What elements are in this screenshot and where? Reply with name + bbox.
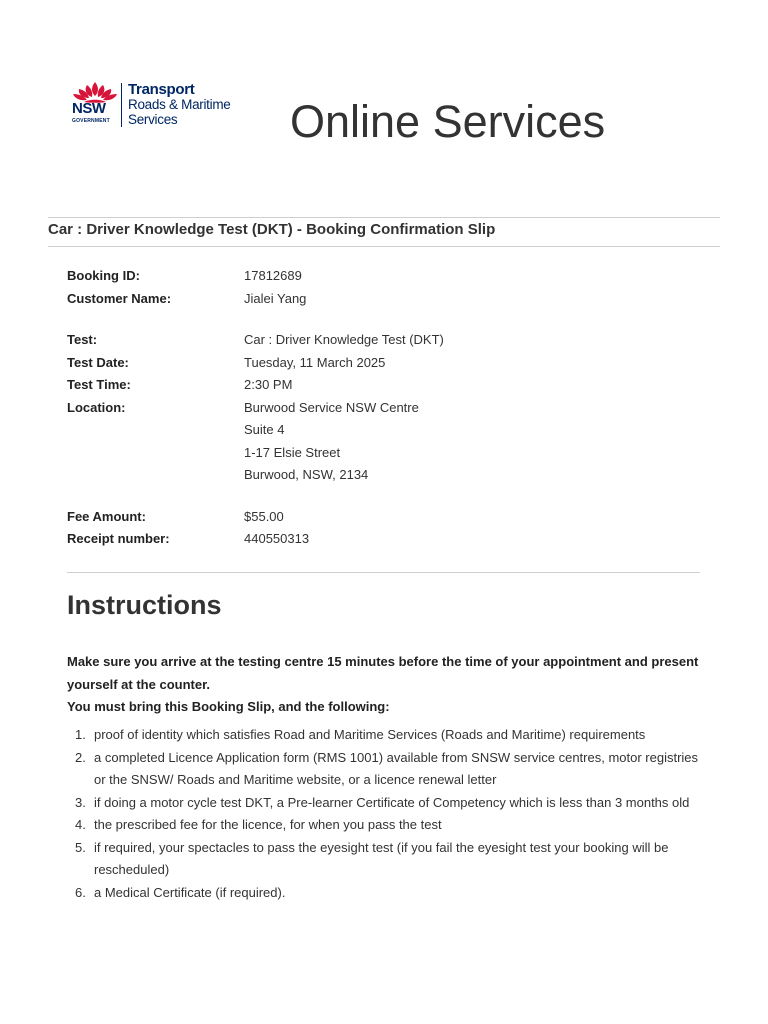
location-line: Burwood Service NSW Centre [244, 399, 419, 415]
test-time-row [67, 374, 707, 397]
test-label: Test: [67, 332, 98, 347]
test-date-row [67, 352, 707, 375]
list-number: 2. [75, 749, 86, 765]
booking-id-row [67, 265, 707, 288]
location-row [67, 419, 707, 442]
location-line: 1-17 Elsie Street [244, 444, 341, 460]
list-item-text: the prescribed fee for the licence, for when you pass the test [94, 817, 442, 832]
booking-id-label: Booking ID: [67, 268, 140, 283]
test-date-value: Tuesday, 11 March 2025 [244, 354, 386, 370]
location-row [67, 464, 707, 487]
spacer [67, 487, 707, 506]
list-item-text: proof of identity which satisfies Road and Maritime Services (Roads and Maritime) requirements [94, 727, 646, 742]
receipt-number-value: 440550313 [244, 531, 310, 546]
test-time-value: 2:30 PM [244, 377, 293, 392]
list-number: 6. [75, 884, 86, 900]
list-number: 1. [75, 727, 86, 742]
customer-name-row [67, 288, 707, 311]
nsw-transport-logo[interactable] [70, 80, 250, 130]
logo-line-roads-maritime: Roads & Maritime [128, 97, 231, 112]
list-item-text: a Medical Certificate (if required). [94, 884, 286, 900]
list-number: 3. [75, 794, 86, 810]
fee-amount-value: $55.00 [244, 508, 284, 524]
fee-amount-row [67, 506, 707, 529]
booking-id-value: 17812689 [244, 268, 302, 283]
receipt-number-label: Receipt number: [67, 531, 170, 546]
location-line: Suite 4 [244, 422, 285, 437]
test-row [67, 329, 707, 352]
requirements-list [67, 724, 707, 904]
list-number: 4. [75, 817, 86, 832]
intro-bring-text: You must bring this Booking Slip, and the following: [67, 699, 390, 714]
list-number: 5. [75, 839, 86, 855]
list-item [67, 724, 707, 747]
logo-line-transport: Transport [128, 81, 195, 98]
government-label: GOVERNMENT [72, 118, 110, 124]
booking-details [67, 265, 707, 551]
logo-line-services: Services [128, 112, 178, 127]
list-item-text: a completed Licence Application form (RMS 1001) available from SNSW service centres, motor registries or the SNSW/ Roads and Maritime website, or a licence renewal letter [94, 749, 699, 787]
nsw-wordmark: NSW [72, 100, 106, 117]
test-time-label: Test Time: [67, 377, 131, 392]
list-item [67, 792, 707, 815]
instructions-intro [67, 651, 707, 719]
title-top-divider [48, 217, 720, 218]
page-header [0, 0, 768, 200]
logo-text [128, 82, 230, 127]
test-date-label: Test Date: [67, 354, 129, 370]
details-divider [67, 572, 700, 573]
customer-name-label: Customer Name: [67, 290, 172, 306]
intro-arrival-text: Make sure you arrive at the testing centre 15 minutes before the time of your appointment and present yourself at the counter. [67, 654, 699, 692]
receipt-number-row [67, 528, 707, 551]
list-item [67, 747, 707, 792]
list-item-text: if required, your spectacles to pass the eyesight test (if you fail the eyesight test your booking will be rescheduled) [94, 839, 669, 877]
logo-divider [121, 83, 122, 127]
list-item [67, 814, 707, 837]
spacer [67, 310, 707, 329]
list-item [67, 837, 707, 882]
title-bottom-divider [48, 246, 720, 247]
instructions-heading: Instructions [67, 590, 222, 620]
test-value: Car : Driver Knowledge Test (DKT) [244, 332, 444, 347]
customer-name-value: Jialei Yang [244, 290, 307, 306]
location-row [67, 442, 707, 465]
location-row [67, 397, 707, 420]
list-item-text: if doing a motor cycle test DKT, a Pre-learner Certificate of Competency which is less than 3 months old [94, 794, 690, 810]
fee-amount-label: Fee Amount: [67, 508, 146, 524]
location-line: Burwood, NSW, 2134 [244, 467, 369, 482]
list-item [67, 882, 707, 905]
location-label: Location: [67, 399, 126, 415]
slip-title: Car : Driver Knowledge Test (DKT) - Booking Confirmation Slip [48, 221, 496, 238]
site-title: Online Services [290, 96, 606, 147]
